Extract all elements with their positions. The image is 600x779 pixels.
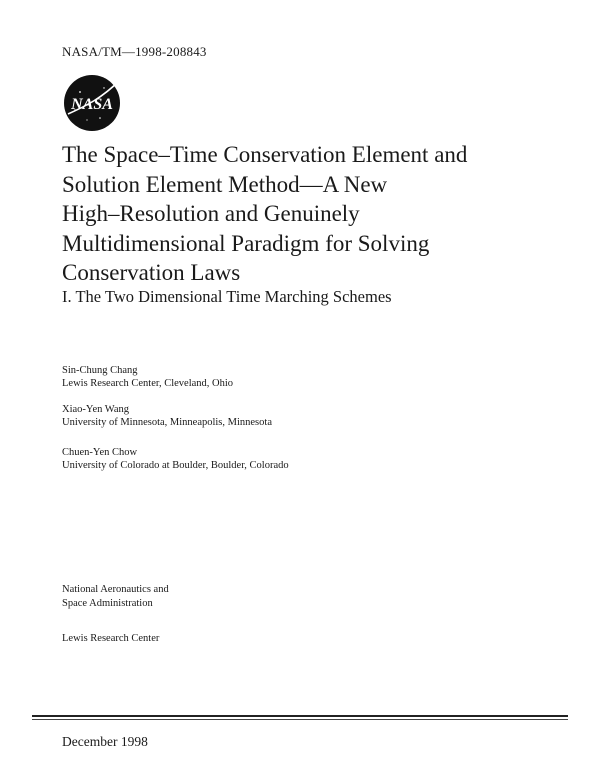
- author-affiliation: Lewis Research Center, Cleveland, Ohio: [62, 378, 234, 389]
- agency-line: National Aeronautics and: [62, 584, 169, 595]
- title-line: Multidimensional Paradigm for Solving: [62, 230, 430, 256]
- document-subtitle: I. The Two Dimensional Time Marching Schemes: [62, 287, 392, 306]
- agency-name: [62, 583, 169, 611]
- research-center: Lewis Research Center: [62, 633, 160, 644]
- author-name: Xiao-Yen Wang: [62, 404, 130, 415]
- author-name: Chuen-Yen Chow: [62, 447, 138, 458]
- nasa-logo: [60, 70, 124, 134]
- author-affiliation: University of Minnesota, Minneapolis, Minnesota: [62, 417, 272, 428]
- title-line: High–Resolution and Genuinely: [62, 201, 360, 226]
- publication-date: December 1998: [62, 734, 148, 749]
- title-line: Solution Element Method—A New: [62, 171, 388, 197]
- report-number: NASA/TM—1998-208843: [62, 44, 207, 59]
- document-title: [62, 140, 582, 288]
- logo-text: NASA: [71, 96, 113, 113]
- author-affiliation: University of Colorado at Boulder, Boulder, Colorado: [62, 460, 289, 471]
- author-block: [62, 364, 233, 390]
- author-block: [62, 446, 289, 472]
- title-line: The Space–Time Conservation Element and: [62, 142, 468, 167]
- agency-line: Space Administration: [62, 598, 153, 609]
- title-line: Conservation Laws: [62, 260, 241, 285]
- author-name: Sin-Chung Chang: [62, 365, 138, 376]
- author-block: [62, 403, 272, 429]
- footer-rule: [32, 715, 568, 717]
- footer-rule-thin: [32, 719, 568, 720]
